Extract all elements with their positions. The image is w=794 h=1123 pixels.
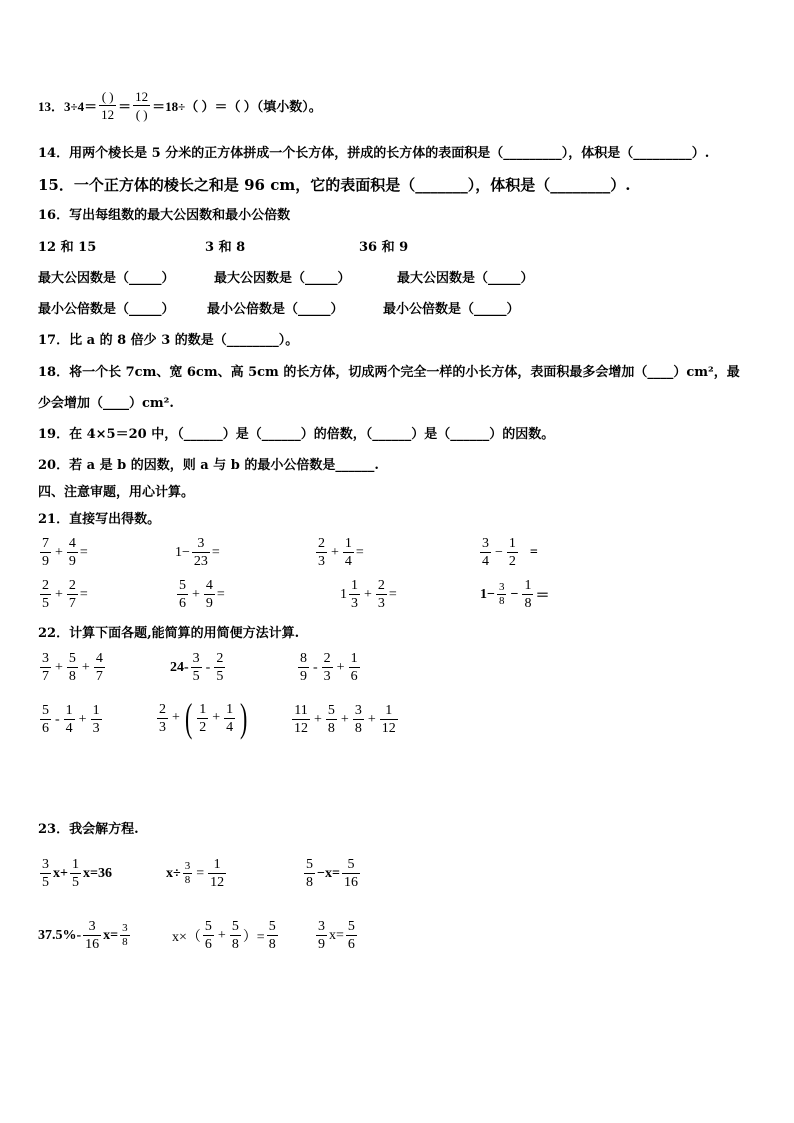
math-token: 1 [199, 701, 207, 717]
q17-text: 17．比 a 的 8 倍少 3 的数是（________）。 [38, 333, 299, 348]
math-token: + [367, 711, 376, 727]
math-token: − [495, 544, 503, 560]
math-token: 6 [42, 721, 49, 736]
math-token: 3 [88, 919, 96, 934]
math-token: 9 [300, 669, 307, 684]
q22-expr-2 [170, 650, 227, 685]
math-token: 5 [231, 919, 239, 934]
math-token: 1 [340, 586, 347, 602]
math-token: 4 [482, 554, 489, 569]
q16-lcm-1: 最小公倍数是（_____） [38, 302, 175, 317]
fraction [342, 856, 360, 891]
math-token: 1 [524, 578, 532, 593]
math-token: 4 [95, 651, 103, 666]
math-token: 3 [42, 857, 49, 872]
math-token: = [79, 544, 88, 560]
math-token: 23 [193, 554, 208, 569]
math-token: 5 [192, 669, 200, 684]
math-token: 5 [179, 578, 186, 593]
math-token: 5 [216, 669, 224, 684]
fraction [40, 535, 51, 570]
math-token: + [78, 711, 87, 727]
math-token: - [55, 711, 60, 727]
fraction [40, 577, 51, 612]
q21-item-7 [340, 577, 397, 612]
fraction [522, 577, 533, 612]
math-token: 16 [343, 875, 358, 890]
math-token: + [340, 711, 349, 727]
fraction [177, 577, 188, 612]
math-token: 1 [351, 578, 358, 593]
math-token: 2 [216, 651, 224, 666]
math-token: 9 [318, 937, 325, 952]
q21-item-1 [38, 535, 88, 570]
math-token: 3 [498, 581, 505, 593]
fraction [94, 650, 105, 685]
fraction [346, 918, 357, 953]
math-token: 8 [524, 596, 532, 611]
math-token: 4 [68, 536, 76, 551]
math-token: 8 [231, 937, 239, 952]
math-token: 9 [42, 554, 49, 569]
math-token: 3 [351, 596, 358, 611]
fraction [298, 650, 309, 685]
fraction [214, 650, 225, 685]
fraction [316, 918, 327, 953]
q21-item-8 [480, 577, 549, 612]
math-token: 2 [323, 651, 331, 666]
q23-equation-5 [172, 918, 280, 953]
fraction [192, 535, 210, 570]
math-token: 2 [377, 578, 385, 593]
fraction [316, 535, 327, 570]
math-token: 1 [71, 857, 79, 872]
math-token: + [212, 710, 221, 725]
math-token: + [55, 544, 63, 560]
fraction [204, 577, 215, 612]
math-token: 7 [95, 669, 103, 684]
math-token: + [314, 711, 322, 727]
fraction [224, 701, 235, 736]
fraction [40, 702, 51, 737]
math-token: 5 [347, 857, 355, 872]
math-token: + [364, 586, 372, 602]
math-token: 3 [42, 651, 49, 666]
q21-item-3 [314, 535, 364, 570]
fraction [376, 577, 387, 612]
fraction [507, 535, 518, 570]
math-token: 5 [42, 703, 49, 718]
q23-title: 23．我会解方程. [38, 822, 139, 837]
math-token: 1 [226, 701, 234, 717]
fraction [322, 650, 333, 685]
fraction [208, 856, 226, 891]
math-token: 8 [498, 595, 505, 607]
math-token: 6 [179, 596, 186, 611]
q13-line [38, 88, 322, 123]
fraction [353, 702, 364, 737]
math-token: 3 [122, 922, 128, 934]
parenthesis: ( [184, 695, 193, 740]
q16-lcm-3: 最小公倍数是（_____） [383, 302, 520, 317]
math-token: + [55, 586, 63, 602]
math-token: 3 [92, 721, 100, 736]
math-token: 3 [318, 554, 325, 569]
math-token: −x= [317, 865, 340, 881]
q16-group-1: 12 和 15 [38, 240, 97, 255]
fraction [349, 650, 360, 685]
q13-rest: ＝18÷（ ）＝（ ）（填小数）。 [152, 99, 322, 114]
math-token: 11 [294, 703, 308, 718]
math-token: 7 [42, 536, 49, 551]
math-token: = [388, 586, 397, 602]
q22-expr-4 [38, 702, 104, 737]
math-token: 8 [68, 669, 76, 684]
math-token: = [216, 586, 225, 602]
q16-lcm-2: 最小公倍数是（_____） [207, 302, 344, 317]
math-token: 12 [381, 721, 396, 736]
q21-item-4 [478, 535, 538, 570]
math-token: + [81, 659, 90, 675]
math-token: + [172, 710, 180, 725]
math-token: 6 [350, 669, 358, 684]
math-token: 2 [159, 701, 166, 717]
math-token: 9 [205, 596, 213, 611]
q18-text-line2: 少会增加（____）cm². [38, 396, 174, 411]
math-token: 3 [354, 703, 362, 718]
math-token: 1 [92, 703, 100, 718]
q21-item-6 [175, 577, 225, 612]
math-token: + [217, 927, 226, 943]
q20-text: 20．若 a 是 b 的因数，则 a 与 b 的最小公倍数是______. [38, 458, 379, 473]
math-token: 5 [42, 875, 49, 890]
q13-f1-denominator: 12 [101, 107, 115, 122]
q23-equation-3 [302, 856, 362, 891]
math-token: 8 [354, 721, 362, 736]
math-token: x= [329, 927, 344, 943]
math-token: 5 [327, 703, 335, 718]
fraction [67, 535, 78, 570]
math-token: + [336, 659, 345, 675]
q18-text-line1: 18．将一个长 7cm、宽 6cm、高 5cm 的长方体，切成两个完全一样的小长方体，表面积最多会增加（____）cm²，最 [38, 365, 740, 380]
math-token: ）= [242, 929, 265, 945]
math-token: 4 [344, 554, 352, 569]
fraction [203, 918, 214, 953]
math-token: 1 [385, 703, 393, 718]
q22-expr-1 [38, 650, 107, 685]
math-token: 4 [205, 578, 213, 593]
q21-item-2 [175, 535, 220, 570]
math-token: 5 [42, 596, 49, 611]
math-token: 12 [294, 721, 308, 736]
math-token: 2 [42, 578, 49, 593]
math-token: x+ [53, 865, 68, 881]
fraction [326, 702, 337, 737]
math-token: 1 [213, 857, 221, 872]
math-token: 8 [327, 721, 335, 736]
fraction [40, 650, 51, 685]
fraction [40, 856, 51, 891]
q22-expr-6 [290, 702, 400, 737]
math-token: + [331, 544, 339, 560]
math-token: 1− [175, 544, 190, 560]
fraction [91, 702, 102, 737]
q19-text: 19．在 4×5＝20 中，（______）是（______）的倍数，（______）是（______）的因数。 [38, 427, 555, 442]
math-token: - [313, 659, 318, 675]
fraction [183, 860, 193, 887]
q13-f2-denominator: ( ) [135, 107, 148, 122]
math-token: 5 [71, 875, 79, 890]
math-token: 3 [377, 596, 385, 611]
math-token: x÷ [166, 865, 181, 881]
math-token: 24- [170, 659, 189, 675]
fraction [70, 856, 81, 891]
q15-text: 15．一个正方体的棱长之和是 96 cm，它的表面积是（_______），体积是（________）. [38, 176, 631, 194]
math-token: 5 [306, 857, 313, 872]
math-token: + [55, 659, 63, 675]
math-token: 8 [300, 651, 307, 666]
q13-fraction-2 [133, 88, 150, 123]
fraction [480, 535, 491, 570]
q13-lhs: 3÷4＝ [64, 99, 98, 114]
fraction [67, 577, 78, 612]
math-token: 8 [184, 874, 191, 886]
math-token: 5 [68, 651, 76, 666]
math-token: x×（ [172, 929, 201, 945]
math-token: x=36 [82, 865, 112, 881]
parenthesis: ) [240, 695, 248, 740]
math-token: 3 [192, 651, 200, 666]
math-token: 5 [204, 919, 212, 934]
math-token: 1 [65, 703, 73, 718]
q14-text: 14．用两个棱长是 5 分米的正方体拼成一个长方体，拼成的长方体的表面积是（_________），体积是（_________）. [38, 146, 710, 161]
section-4-heading: 四、注意审题，用心计算。 [38, 485, 195, 500]
fraction [292, 702, 310, 737]
q23-equation-1 [38, 856, 112, 891]
math-token: - [205, 659, 211, 675]
math-token: 3 [323, 669, 331, 684]
q16-gcd-1: 最大公因数是（_____） [38, 271, 175, 286]
math-token: 7 [42, 669, 49, 684]
fraction [83, 918, 101, 953]
math-token: = [355, 544, 364, 560]
math-token: 37.5%- [38, 927, 82, 943]
fraction [197, 701, 208, 736]
math-token: 5 [268, 919, 276, 934]
q16-group-2: 3 和 8 [205, 240, 246, 255]
math-token: 8 [122, 936, 128, 948]
math-token: 16 [85, 937, 100, 952]
math-token: 9 [68, 554, 76, 569]
math-token: 1 [508, 536, 516, 551]
q16-gcd-3: 最大公因数是（_____） [397, 271, 534, 286]
math-token: 3 [482, 536, 489, 551]
q16-gcd-2: 最大公因数是（_____） [214, 271, 351, 286]
q22-expr-3 [296, 650, 362, 685]
math-token: 12 [210, 875, 225, 890]
math-token: 6 [204, 937, 212, 952]
q21-title: 21．直接写出得数。 [38, 512, 161, 527]
fraction [230, 918, 241, 953]
math-token: 2 [68, 578, 76, 593]
math-token: 1− [480, 586, 495, 602]
math-token: 4 [65, 721, 73, 736]
q23-equation-6 [314, 918, 359, 953]
math-token: x= [103, 927, 119, 943]
math-token: 8 [268, 937, 276, 952]
q22-expr-5 [155, 695, 250, 740]
q13-equals: ＝ [118, 99, 132, 114]
math-token: 2 [199, 719, 207, 735]
math-token: 3 [318, 919, 325, 934]
math-token: = [79, 586, 88, 602]
fraction [349, 577, 360, 612]
math-token: 2 [318, 536, 325, 551]
math-token: 5 [347, 919, 355, 934]
math-token: 8 [306, 875, 313, 890]
fraction [157, 701, 168, 736]
q16-title: 16．写出每组数的最大公因数和最小公倍数 [38, 208, 291, 223]
math-token: 2 [508, 554, 516, 569]
math-token: ＝ [535, 588, 550, 604]
q23-equation-4 [38, 918, 132, 953]
q13-f2-numerator: 12 [135, 89, 149, 104]
math-token: 3 [184, 860, 191, 872]
math-token: 3 [197, 536, 205, 551]
math-token: = [529, 544, 538, 560]
fraction [380, 702, 398, 737]
fraction [304, 856, 315, 891]
q13-number: 13． [38, 99, 65, 114]
q22-title: 22．计算下面各题,能简算的用简便方法计算. [38, 626, 300, 641]
q16-group-3: 36 和 9 [359, 240, 409, 255]
fraction [120, 922, 130, 949]
math-token: = [196, 865, 205, 881]
fraction [64, 702, 75, 737]
q13-f1-numerator: ( ) [101, 89, 114, 104]
fraction [191, 650, 202, 685]
fraction [67, 650, 78, 685]
math-token: + [192, 586, 200, 602]
fraction [497, 581, 507, 608]
q23-equation-2 [166, 856, 228, 891]
math-token: 1 [350, 651, 358, 666]
math-token: 1 [344, 536, 352, 551]
math-token: 4 [226, 719, 234, 735]
fraction [343, 535, 354, 570]
math-token: 6 [347, 937, 355, 952]
math-token: 3 [159, 719, 166, 735]
fraction [267, 918, 278, 953]
math-token: = [211, 544, 220, 560]
q21-item-5 [38, 577, 88, 612]
math-token: 7 [68, 596, 76, 611]
math-token: − [510, 586, 519, 602]
q13-fraction-1 [99, 88, 116, 123]
